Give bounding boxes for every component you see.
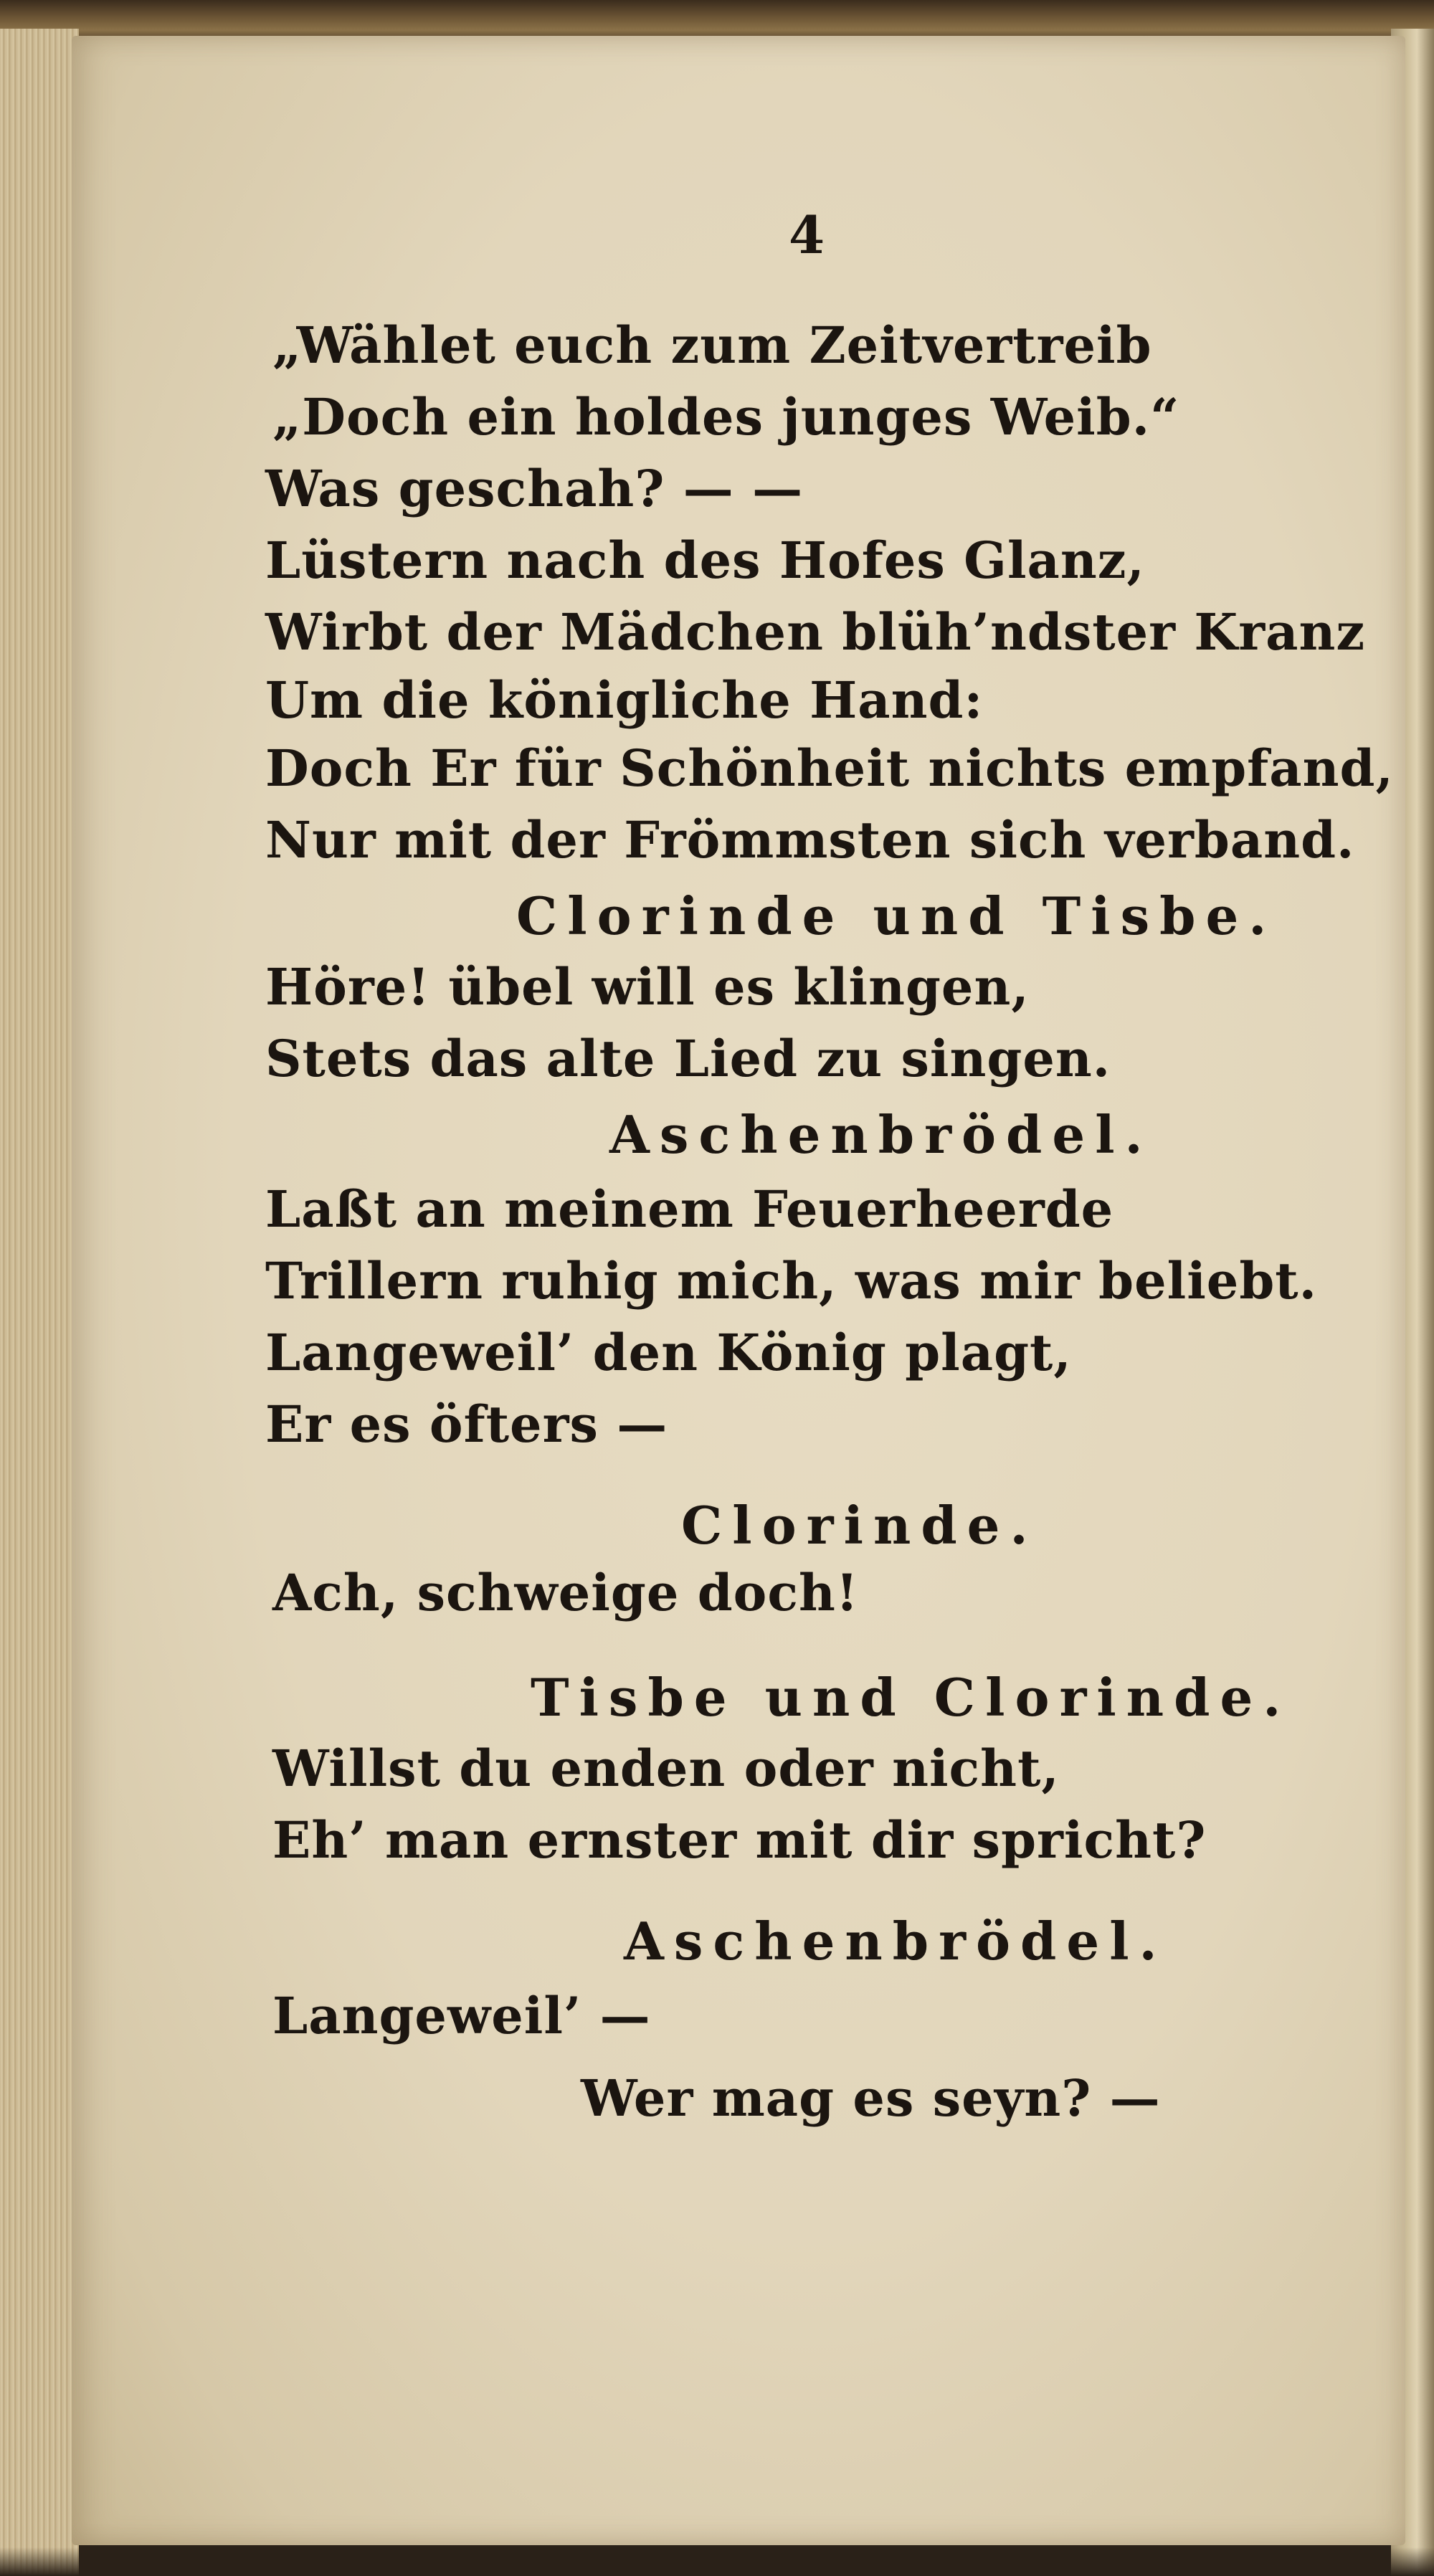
verse-line-8: Nur mit der Frömmsten sich verband. bbox=[265, 810, 1355, 870]
verse-line-2: „Doch ein holdes junges Weib.“ bbox=[272, 387, 1180, 447]
verse-line-17: Eh’ man ernster mit dir spricht? bbox=[272, 1810, 1207, 1870]
verse-line-16: Willst du enden oder nicht, bbox=[272, 1739, 1060, 1798]
verse-line-18: Langeweil’ — bbox=[272, 1986, 651, 2045]
speaker-tisbe-und-clorinde: Tisbe und Clorinde. bbox=[531, 1667, 1291, 1728]
page-number: 4 bbox=[789, 204, 825, 265]
verse-line-5: Wirbt der Mädchen blüh’ndster Kranz bbox=[265, 602, 1366, 662]
verse-line-3: Was geschah? — — bbox=[265, 459, 804, 518]
verse-line-4: Lüstern nach des Hofes Glanz, bbox=[265, 531, 1145, 590]
verse-line-6: Um die königliche Hand: bbox=[265, 670, 984, 730]
speaker-clorinde: Clorinde. bbox=[681, 1495, 1038, 1556]
speaker-aschenbroedel-2: Aschenbrödel. bbox=[624, 1911, 1167, 1972]
verse-line-13: Langeweil’ den König plagt, bbox=[265, 1323, 1072, 1382]
verse-line-14: Er es öfters — bbox=[265, 1394, 668, 1454]
speaker-aschenbroedel-1: Aschenbrödel. bbox=[609, 1104, 1153, 1165]
verse-line-1: „Wählet euch zum Zeitvertreib bbox=[272, 315, 1152, 375]
verse-line-15: Ach, schweige doch! bbox=[272, 1563, 859, 1622]
verse-line-11: Laßt an meinem Feuerheerde bbox=[265, 1179, 1114, 1239]
verse-line-9: Höre! übel will es klingen, bbox=[265, 957, 1030, 1017]
speaker-clorinde-und-tisbe: Clorinde und Tisbe. bbox=[516, 885, 1277, 946]
verse-line-10: Stets das alte Lied zu singen. bbox=[265, 1029, 1111, 1088]
verse-line-7: Doch Er für Schönheit nichts empfand, bbox=[265, 738, 1394, 798]
bottom-shadow bbox=[0, 2547, 1434, 2576]
page-stack-edge bbox=[0, 29, 79, 2576]
verse-line-12: Trillern ruhig mich, was mir beliebt. bbox=[265, 1251, 1317, 1311]
verse-line-19: Wer mag es seyn? — bbox=[581, 2068, 1161, 2128]
